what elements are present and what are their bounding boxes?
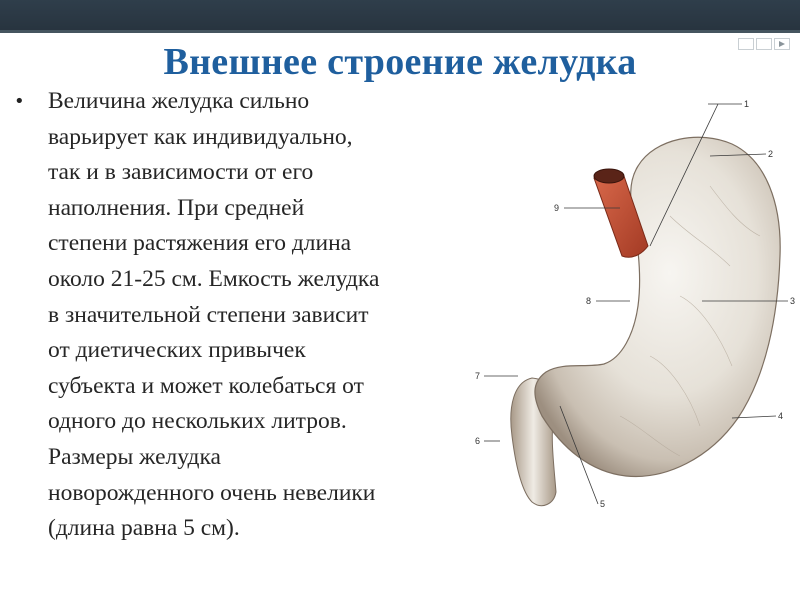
- paragraph-line: новорожденного очень невелики: [48, 479, 376, 506]
- label-2: 2: [768, 149, 774, 159]
- paragraph-line: около 21-25 см. Емкость желудка: [48, 265, 380, 292]
- paragraph-line: (длина равна 5 см).: [48, 515, 240, 542]
- paragraph-line: степени растяжения его длина: [48, 230, 352, 257]
- stomach-body-shape: [535, 137, 780, 476]
- label-9: 9: [554, 203, 560, 213]
- label-6: 6: [475, 436, 481, 446]
- label-7: 7: [475, 371, 481, 381]
- label-5: 5: [600, 499, 606, 509]
- bullet-dot-icon: •: [14, 91, 25, 112]
- esophagus-opening-shape: [594, 169, 624, 183]
- paragraph-line: Размеры желудка: [48, 443, 221, 470]
- label-8: 8: [586, 296, 592, 306]
- label-1: 1: [744, 99, 750, 109]
- paragraph-line: в значительной степени зависит: [48, 301, 369, 328]
- label-3: 3: [790, 296, 796, 306]
- bullet-paragraph: [48, 84, 492, 547]
- paragraph-line: от диетических привычек: [48, 337, 306, 364]
- paragraph-line: так и в зависимости от его: [48, 159, 314, 186]
- top-band: [0, 0, 800, 33]
- bullet-list: [12, 84, 492, 547]
- label-4: 4: [778, 411, 784, 421]
- top-band-accent: [0, 30, 800, 33]
- bullet-item: [12, 84, 492, 547]
- stomach-illustration: [470, 96, 800, 516]
- paragraph-line: Величина желудка сильно: [48, 88, 310, 114]
- paragraph-line: наполнения. При средней: [48, 194, 305, 221]
- paragraph-line: варьирует как индивидуально,: [48, 123, 353, 150]
- slide-title: Внешнее строение желудка: [163, 41, 637, 83]
- paragraph-line: одного до нескольких литров.: [48, 408, 347, 435]
- paragraph-line: субъекта и может колебаться от: [48, 372, 364, 399]
